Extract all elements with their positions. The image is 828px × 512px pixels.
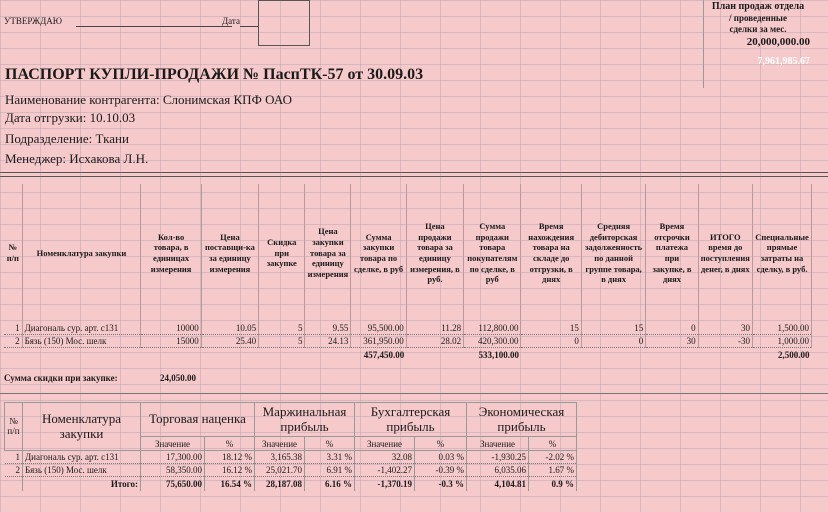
cell: -1,402.27	[355, 464, 415, 477]
total-sale: 533,100.00	[478, 350, 519, 360]
cell: 361,950.00	[351, 335, 406, 348]
header-supplier-price: Цена поставщи-ка за единицу измерения	[201, 184, 258, 322]
cell: 0.03 %	[415, 451, 467, 464]
cell: Бязь (150) Мос. шелк	[22, 335, 141, 348]
h2-pct: %	[305, 437, 355, 451]
header-total-time: ИТОГО время до поступления денег, в днях	[698, 184, 752, 322]
divider-top-2	[0, 176, 828, 177]
cell: 95,500.00	[351, 322, 406, 335]
h2-value: Значение	[355, 437, 415, 451]
h2-num: № п/п	[5, 403, 23, 451]
profit-header	[5, 403, 577, 437]
date-box	[258, 0, 310, 46]
totals-row	[4, 348, 812, 363]
table-row	[5, 464, 577, 477]
total-marginal-pct: 6.16 %	[305, 477, 355, 492]
cell: 1,500.00	[753, 322, 812, 335]
cell: 11.28	[406, 322, 463, 335]
discount-label: Сумма скидки при закупке:	[4, 373, 118, 383]
total-economic-pct: 0.9 %	[529, 477, 577, 492]
cell: Бязь (150) Мос. шелк	[23, 464, 141, 477]
cell: 15	[581, 322, 645, 335]
cell: 6.91 %	[305, 464, 355, 477]
h2-pct: %	[415, 437, 467, 451]
h2-accounting: Бухгалтерская прибыль	[355, 403, 467, 437]
cell: 5	[259, 335, 305, 348]
profit-totals-row	[5, 477, 577, 492]
cell: 0	[521, 335, 581, 348]
plan-title-3: сделки за мес.	[729, 24, 787, 34]
discount-value: 24,050.00	[160, 373, 196, 383]
h2-pct: %	[529, 437, 577, 451]
cell: -1,930.25	[467, 451, 529, 464]
total-trade: 75,650.00	[141, 477, 205, 492]
h2-value: Значение	[141, 437, 205, 451]
signature-line	[76, 26, 232, 27]
cell: 112,800.00	[464, 322, 521, 335]
cell: 10.05	[201, 322, 258, 335]
total-costs: 2,500.00	[778, 350, 810, 360]
h2-value: Значение	[255, 437, 305, 451]
cell: -0.39 %	[415, 464, 467, 477]
cell: 0	[581, 335, 645, 348]
plan-title-1: План продаж отдела	[711, 1, 805, 12]
header-receivables: Средняя дебиторская задолженность по данной группе товара, в днях	[581, 184, 645, 322]
cell: 58,350.00	[141, 464, 205, 477]
header-purchase-sum: Сумма закупки товара по сделке, в руб	[351, 184, 406, 322]
header-special-costs: Специальные прямые затраты на сделку, в руб.	[753, 184, 812, 322]
plan-value: 20,000,000.00	[746, 36, 810, 48]
table-row	[4, 322, 812, 335]
header-sale-sum: Сумма продажи товара покупателям по сделке, в руб	[464, 184, 521, 322]
h2-trade: Торговая наценка	[141, 403, 255, 437]
table-row	[5, 451, 577, 464]
plan-box	[703, 0, 812, 88]
h2-name: Номенклатура закупки	[23, 403, 141, 451]
cell: 30	[646, 335, 698, 348]
cell: 30	[698, 322, 752, 335]
cell: 32.08	[355, 451, 415, 464]
total-purchase: 457,450.00	[363, 350, 405, 360]
divider-mid	[0, 393, 828, 394]
table-row	[4, 335, 812, 348]
cell: 1	[5, 451, 23, 464]
h2-marginal: Маржинальная прибыль	[255, 403, 355, 437]
cell: 6,035.06	[467, 464, 529, 477]
approve-label: УТВЕРЖДАЮ	[4, 16, 63, 26]
h2-pct: %	[205, 437, 255, 451]
cell: 1,000.00	[753, 335, 812, 348]
purchase-table	[4, 184, 812, 362]
page-title: ПАСПОРТ КУПЛИ-ПРОДАЖИ № ПаспТК-57 от 30.09.03	[5, 66, 424, 83]
cell: 420,300.00	[464, 335, 521, 348]
header-sale-price: Цена продажи товара за единицу измерения, в руб.	[406, 184, 463, 322]
cell: 5	[259, 322, 305, 335]
date-line	[240, 26, 258, 27]
header-deferral: Время отсрочки платежа при закупке, в днях	[646, 184, 698, 322]
cell: 1	[4, 322, 22, 335]
counterparty: Наименование контрагента: Слонимская КПФ ОАО	[5, 92, 292, 107]
h2-economic: Экономическая прибыль	[467, 403, 577, 437]
header-name: Номенклатура закупки	[22, 184, 141, 322]
cell: 1.67 %	[529, 464, 577, 477]
cell: 2	[4, 335, 22, 348]
cell: 18.12 %	[205, 451, 255, 464]
ship-date: Дата отгрузки: 10.10.03	[5, 110, 136, 125]
cell: 25,021.70	[255, 464, 305, 477]
header-stock-time: Время нахождения товара на складе до отгрузки, в днях	[521, 184, 581, 322]
plan-title-2: / проведенные	[729, 13, 787, 23]
cell: 25.40	[201, 335, 258, 348]
total-trade-pct: 16.54 %	[205, 477, 255, 492]
cell: Диагональ сур. арт. с131	[23, 451, 141, 464]
total-marginal: 28,187.08	[255, 477, 305, 492]
cell: 2	[5, 464, 23, 477]
header-purchase-price: Цена закупки товара за единицу измерения	[305, 184, 351, 322]
date-label: Дата	[222, 16, 240, 26]
profit-table	[4, 402, 577, 491]
cell: 3.31 %	[305, 451, 355, 464]
header-discount: Скидка при закупке	[259, 184, 305, 322]
purchase-table-header	[4, 184, 812, 322]
header-num: № п/п	[4, 184, 22, 322]
cell: 15000	[141, 335, 201, 348]
totals-label: Итого:	[23, 477, 141, 492]
cell: 16.12 %	[205, 464, 255, 477]
total-accounting-pct: -0.3 %	[415, 477, 467, 492]
cell: 17,300.00	[141, 451, 205, 464]
header-qty: Кол-во товара, в единицах измерения	[141, 184, 201, 322]
cell: -30	[698, 335, 752, 348]
cell: 24.13	[305, 335, 351, 348]
total-economic: 4,104.81	[467, 477, 529, 492]
cell: 0	[646, 322, 698, 335]
manager: Менеджер: Исхакова Л.Н.	[5, 151, 149, 166]
cell: 9.55	[305, 322, 351, 335]
total-accounting: -1,370.19	[355, 477, 415, 492]
cell: 15	[521, 322, 581, 335]
cell: 10000	[141, 322, 201, 335]
cell: -2.02 %	[529, 451, 577, 464]
h2-value: Значение	[467, 437, 529, 451]
plan-done-value: 7,961,985.67	[757, 56, 810, 67]
divider-top	[0, 172, 828, 173]
division: Подразделение: Ткани	[5, 131, 129, 146]
cell: 28.02	[406, 335, 463, 348]
cell: 3,165.38	[255, 451, 305, 464]
cell: Диагональ сур. арт. с131	[22, 322, 141, 335]
